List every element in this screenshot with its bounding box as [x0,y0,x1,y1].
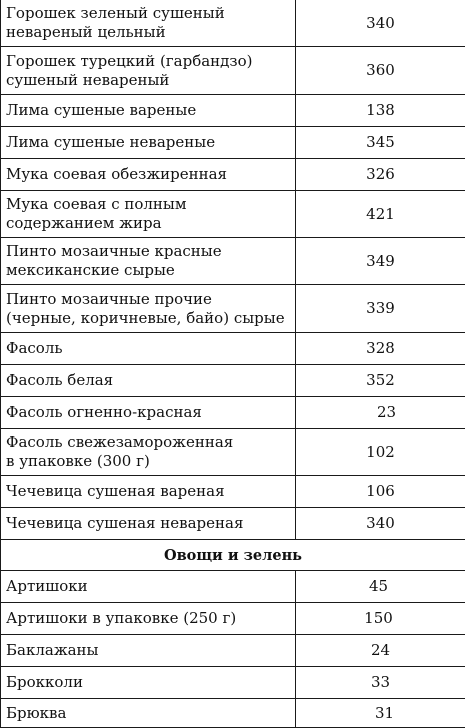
food-name-line: Чечевица сушеная невареная [6,514,243,532]
calorie-value: 339 [366,299,395,317]
calorie-value-cell [296,365,465,397]
food-name-line: Баклажаны [6,641,99,659]
calorie-value: 326 [366,165,395,183]
food-name-cell [1,476,296,508]
table-row [1,333,465,365]
table-row [1,397,465,429]
food-name-cell [1,238,296,285]
calorie-value-cell [296,397,465,429]
food-name-line: Фасоль свежезамороженная [6,433,233,451]
food-name-cell [1,667,296,699]
food-name-line: Артишоки в упаковке (250 г) [6,609,236,627]
calorie-value-cell [296,47,465,95]
calorie-value-cell [296,571,465,603]
calorie-value: 340 [366,14,395,32]
section-beans-body [1,0,465,540]
food-name-line: мексиканские сырые [6,261,175,279]
food-name-cell [1,603,296,635]
section-vegetables-body [1,571,465,728]
calorie-value: 349 [366,252,395,270]
food-name-line: Брокколи [6,673,83,691]
calorie-value-cell [296,127,465,159]
calorie-value-cell [296,159,465,191]
food-name-cell [1,571,296,603]
calorie-value-cell [296,429,465,476]
calorie-value-cell [296,603,465,635]
calorie-value-cell [296,0,465,47]
food-name-cell [1,365,296,397]
food-name-cell [1,95,296,127]
food-name-line: Фасоль белая [6,371,113,389]
calorie-value: 352 [366,371,395,389]
calorie-value: 24 [371,641,390,659]
calorie-value: 45 [369,577,388,595]
food-name-cell [1,635,296,667]
food-name-line: (черные, коричневые, байо) сырые [6,309,285,327]
table-row [1,365,465,397]
food-name-line: невареный цельный [6,23,166,41]
food-name-cell [1,191,296,238]
table-row [1,159,465,191]
calorie-value-cell [296,191,465,238]
food-name-line: в упаковке (300 г) [6,452,150,470]
food-name-line: Лима сушеные невареные [6,133,215,151]
food-name-line: Мука соевая обезжиренная [6,165,227,183]
table-row [1,127,465,159]
calorie-value: 138 [366,101,395,119]
food-name-line: Фасоль огненно-красная [6,403,202,421]
calorie-value-cell [296,95,465,127]
food-name-line: Мука соевая с полным [6,195,187,213]
food-name-line: Брюква [6,704,66,722]
food-name-line: Горошек зеленый сушеный [6,4,225,22]
food-name-cell [1,429,296,476]
calorie-value-cell [296,635,465,667]
calorie-value-cell [296,285,465,333]
food-name-cell [1,397,296,429]
calorie-value: 106 [366,482,395,500]
food-name-cell [1,508,296,540]
table-row [1,95,465,127]
calorie-value: 360 [366,61,395,79]
calorie-value-cell [296,667,465,699]
calorie-value: 328 [366,339,395,357]
food-name-line: содержанием жира [6,214,162,232]
calorie-value: 102 [366,443,395,461]
table-row [1,0,465,47]
calorie-value: 150 [364,609,393,627]
table-row [1,47,465,95]
food-name-cell [1,285,296,333]
table-row [1,508,465,540]
calorie-value-cell [296,476,465,508]
section-title: Овощи и зелень [1,540,465,571]
food-name-cell [1,0,296,47]
table-row [1,429,465,476]
table-row [1,635,465,667]
calorie-value-cell [296,333,465,365]
section-vegetables-header-body [1,540,465,571]
calorie-value-cell [296,238,465,285]
table-row [1,603,465,635]
calorie-value: 23 [377,403,396,421]
food-name-cell [1,333,296,365]
calorie-value-cell [296,508,465,540]
food-name-line: Фасоль [6,339,63,357]
table-row [1,238,465,285]
food-name-line: Горошек турецкий (гарбандзо) [6,52,252,70]
table-row [1,476,465,508]
food-name-line: Чечевица сушеная вареная [6,482,225,500]
calorie-value: 421 [366,205,395,223]
table-row [1,191,465,238]
calorie-value: 31 [375,704,394,722]
calorie-value: 345 [366,133,395,151]
food-name-cell [1,47,296,95]
section-header-row [1,540,465,571]
calorie-value: 340 [366,514,395,532]
table-row [1,285,465,333]
food-name-line: Лима сушеные вареные [6,101,196,119]
food-name-line: сушеный невареный [6,71,169,89]
food-name-line: Пинто мозаичные красные [6,242,222,260]
calorie-value: 33 [371,673,390,691]
food-name-cell [1,127,296,159]
table-row [1,667,465,699]
food-name-cell [1,159,296,191]
table-row [1,571,465,603]
food-name-line: Артишоки [6,577,88,595]
food-name-line: Пинто мозаичные прочие [6,290,212,308]
